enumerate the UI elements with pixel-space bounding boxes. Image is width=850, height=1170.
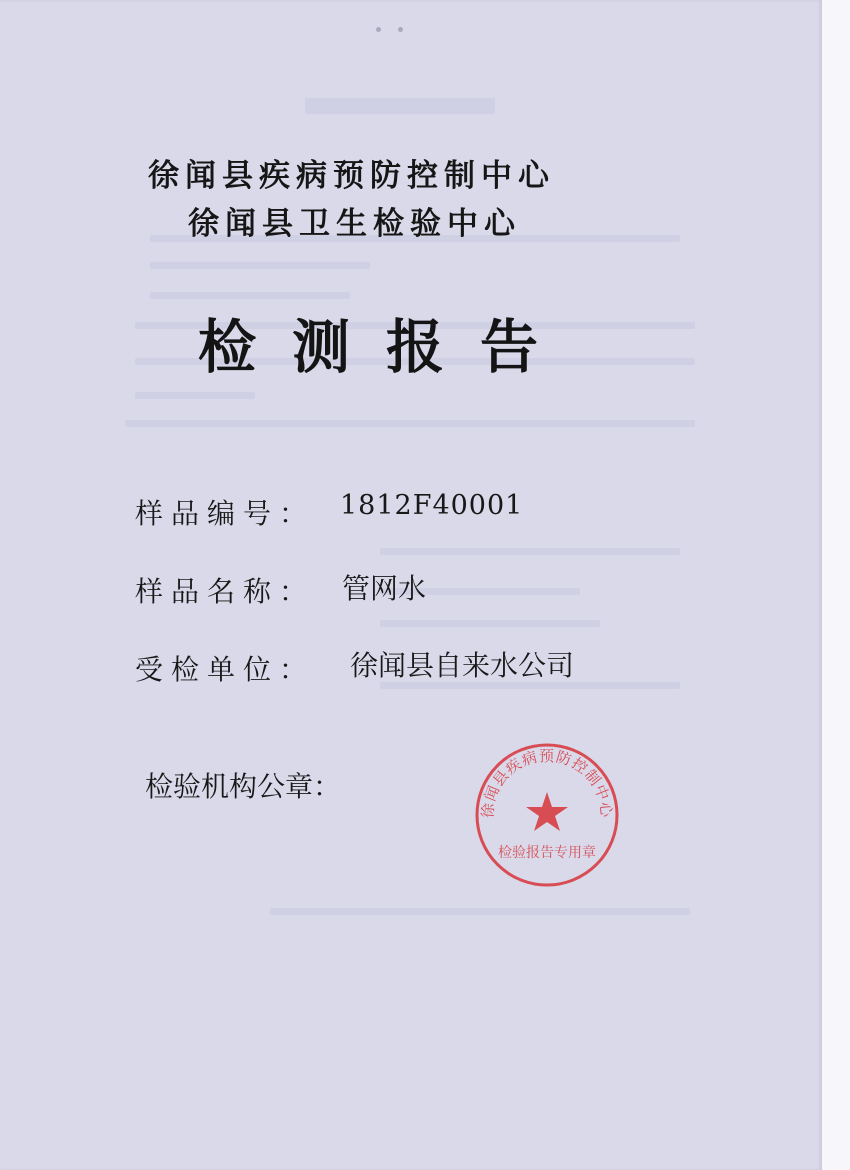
inspected-unit-label: 受检单位： (135, 653, 316, 686)
bleed-through-mark (150, 292, 350, 299)
report-title: 检测报告 (198, 313, 575, 381)
bleed-through-mark (125, 420, 695, 427)
org-name-primary: 徐闻县疾病预防控制中心 (148, 158, 555, 194)
bleed-through-mark (150, 262, 370, 269)
staple-hole (376, 27, 381, 32)
scanner-margin (822, 0, 850, 1170)
bleed-through-mark (380, 548, 680, 555)
bleed-through-mark (380, 620, 600, 627)
sample-name-label: 样品名称： (135, 575, 316, 608)
seal-bottom-text: 检验报告专用章 (498, 845, 596, 861)
official-seal-label: 检验机构公章： (145, 770, 342, 803)
sample-number-label: 样品编号： (135, 497, 316, 530)
sample-number-value: 1812F40001 (340, 490, 524, 521)
org-name-secondary: 徐闻县卫生检验中心 (188, 206, 521, 242)
staple-hole (398, 27, 403, 32)
sample-name-value: 管网水 (342, 572, 427, 605)
bleed-through-mark (305, 98, 495, 114)
official-seal-stamp-icon (472, 740, 622, 890)
bleed-through-mark (270, 908, 690, 915)
seal-star-icon (526, 792, 568, 831)
bleed-through-mark (135, 392, 255, 399)
inspected-unit-value: 徐闻县自来水公司 (350, 649, 575, 682)
seal-ring-text: 徐闻县疾病预防控制中心 (478, 747, 616, 819)
